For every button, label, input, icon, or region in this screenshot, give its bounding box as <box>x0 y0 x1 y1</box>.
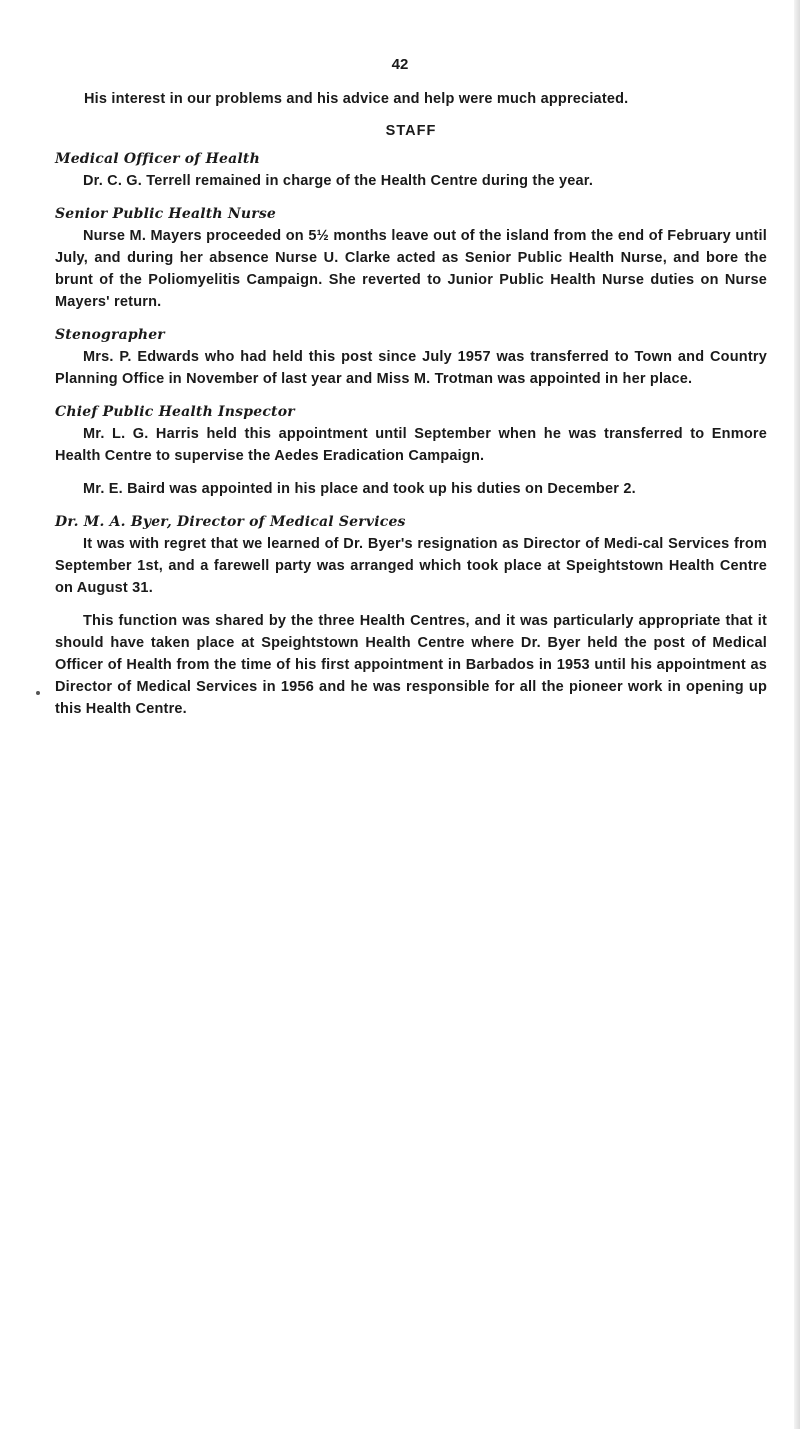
section-paragraph: Mr. E. Baird was appointed in his place and took up his duties on December 2. <box>83 481 636 497</box>
section-director <box>55 511 767 720</box>
intro-line: His interest in our problems and his advice and help were much appreciated. <box>84 91 629 107</box>
margin-dot <box>36 691 40 695</box>
section-paragraph: Nurse M. Mayers proceeded on 5½ months leave out of the island from the end of February until July, and during her absence Nurse U. Clarke acted as Senior Public Health Nurse, and bore the brunt of the Poliomyelitis Campaign. She reverted to Junior Public Health Nurse duties on Nurse Mayers' return. <box>55 228 767 310</box>
section-paragraph: Mrs. P. Edwards who had held this post since July 1957 was transferred to Town and Country Planning Office in November of last year and Miss M. Trotman was appointed in her place. <box>55 349 767 387</box>
section-chief-inspector <box>55 401 767 500</box>
section-heading: Stenographer <box>55 327 165 343</box>
document-body <box>55 88 767 731</box>
page-edge-shadow <box>794 0 800 1429</box>
page-number: 42 <box>391 56 409 73</box>
section-paragraph: Dr. C. G. Terrell remained in charge of the Health Centre during the year. <box>83 173 594 189</box>
section-paragraph: It was with regret that we learned of Dr. Byer's resignation as Director of Medi-cal Services from September 1st, and a farewell party was arranged which took place at Speightstown Health Centre on August 31. <box>55 536 767 596</box>
section-medical-officer <box>55 148 767 192</box>
section-title: STAFF <box>385 123 437 139</box>
section-heading: Senior Public Health Nurse <box>55 206 277 222</box>
section-paragraph: This function was shared by the three Health Centres, and it was particularly appropriate that it should have taken place at Speightstown Health Centre where Dr. Byer held the post of Medical Officer of Health from the time of his first appointment in Barbados in 1953 until his appointment as Director of Medical Services in 1956 and he was responsible for all the pioneer work in opening up this Health Centre. <box>55 613 767 717</box>
section-heading: Dr. M. A. Byer, Director of Medical Services <box>55 514 406 530</box>
section-senior-nurse <box>55 203 767 313</box>
section-paragraph: Mr. L. G. Harris held this appointment until September when he was transferred to Enmore Health Centre to supervise the Aedes Eradication Campaign. <box>55 426 767 464</box>
section-stenographer <box>55 324 767 390</box>
section-heading: Chief Public Health Inspector <box>55 404 295 420</box>
section-heading: Medical Officer of Health <box>55 151 260 167</box>
